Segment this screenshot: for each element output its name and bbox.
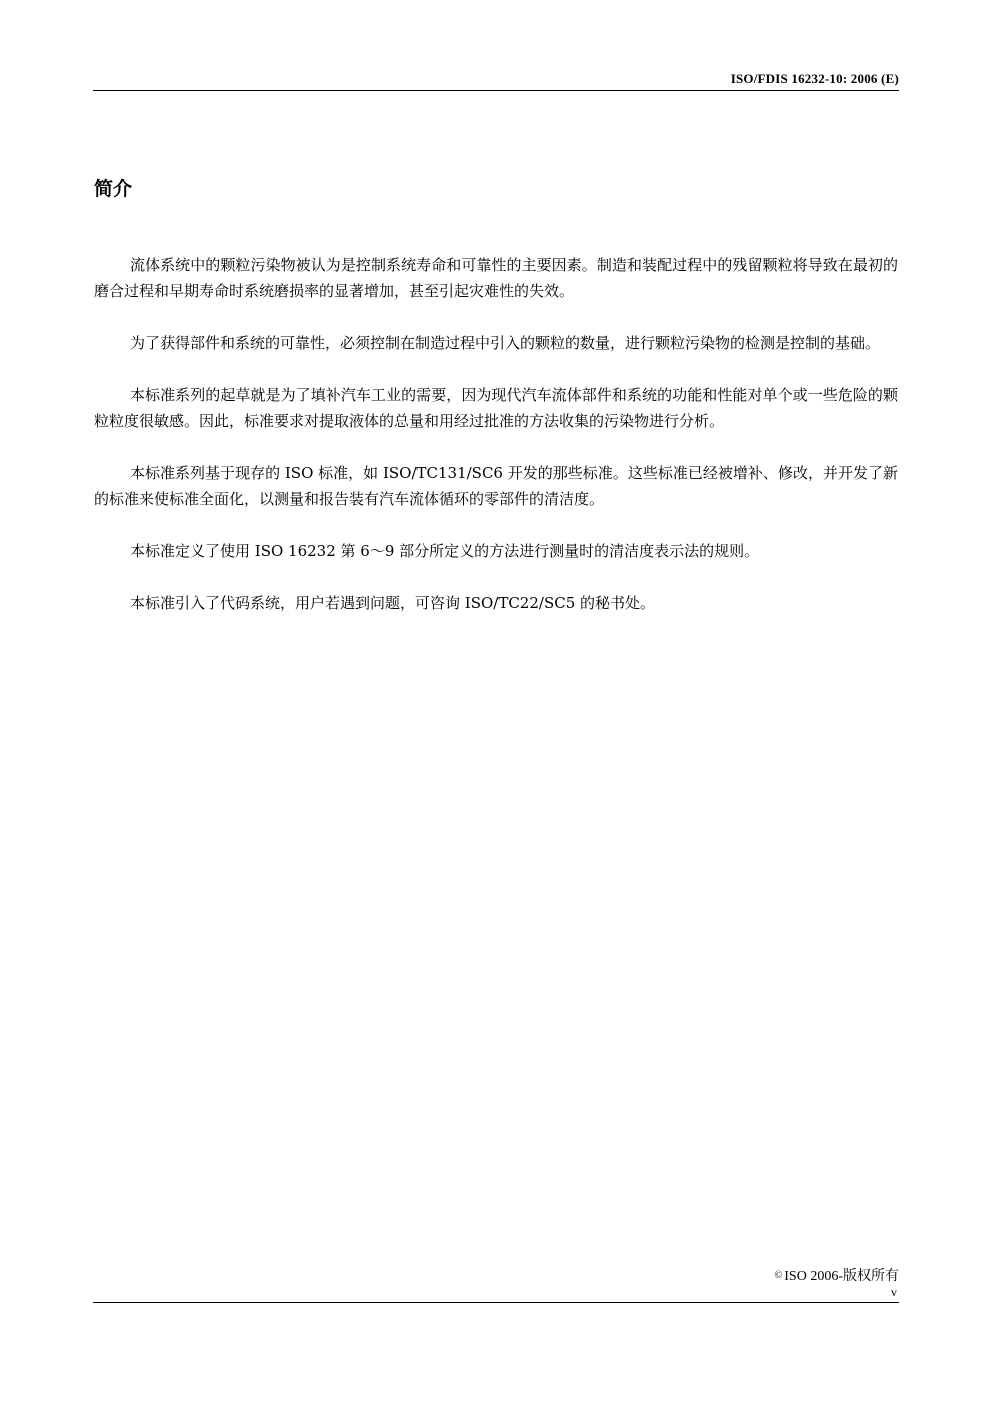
document-body [94, 252, 898, 642]
copyright-notice [775, 1265, 899, 1285]
page-number: v [891, 1285, 897, 1299]
header-divider [93, 90, 899, 91]
copyright-symbol: © [774, 1270, 783, 1281]
paragraph-3: 本标准系列的起草就是为了填补汽车工业的需要，因为现代汽车流体部件和系统的功能和性能对单个或一些危险的颗粒粒度很敏感。因此，标准要求对提取液体的总量和用经过批准的方法收集的污染物进行分析。 [94, 386, 898, 430]
page-title: 简介 [94, 178, 133, 200]
paragraph-2: 为了获得部件和系统的可靠性，必须控制在制造过程中引入的颗粒的数量，进行颗粒污染物的检测是控制的基础。 [130, 334, 881, 352]
copyright-text: ISO 2006-版权所有 [784, 1269, 899, 1284]
paragraph-1: 流体系统中的颗粒污染物被认为是控制系统寿命和可靠性的主要因素。制造和装配过程中的残留颗粒将导致在最初的磨合过程和早期寿命时系统磨损率的显著增加，甚至引起灾难性的失效。 [94, 256, 898, 300]
paragraph-6: 本标准引入了代码系统，用户若遇到问题，可咨询 ISO/TC22/SC5 的秘书处。 [130, 594, 656, 612]
paragraph-5: 本标准定义了使用 ISO 16232 第 6～9 部分所定义的方法进行测量时的清洁度表示法的规则。 [130, 542, 760, 560]
paragraph-4: 本标准系列基于现存的 ISO 标准，如 ISO/TC131/SC6 开发的那些标准。这些标准已经被增补、修改，并开发了新的标准来使标准全面化，以测量和报告装有汽车流体循环的零部件的清洁度。 [94, 464, 898, 508]
document-id-header: ISO/FDIS 16232-10: 2006 (E) [730, 71, 899, 86]
footer-divider [93, 1302, 899, 1303]
